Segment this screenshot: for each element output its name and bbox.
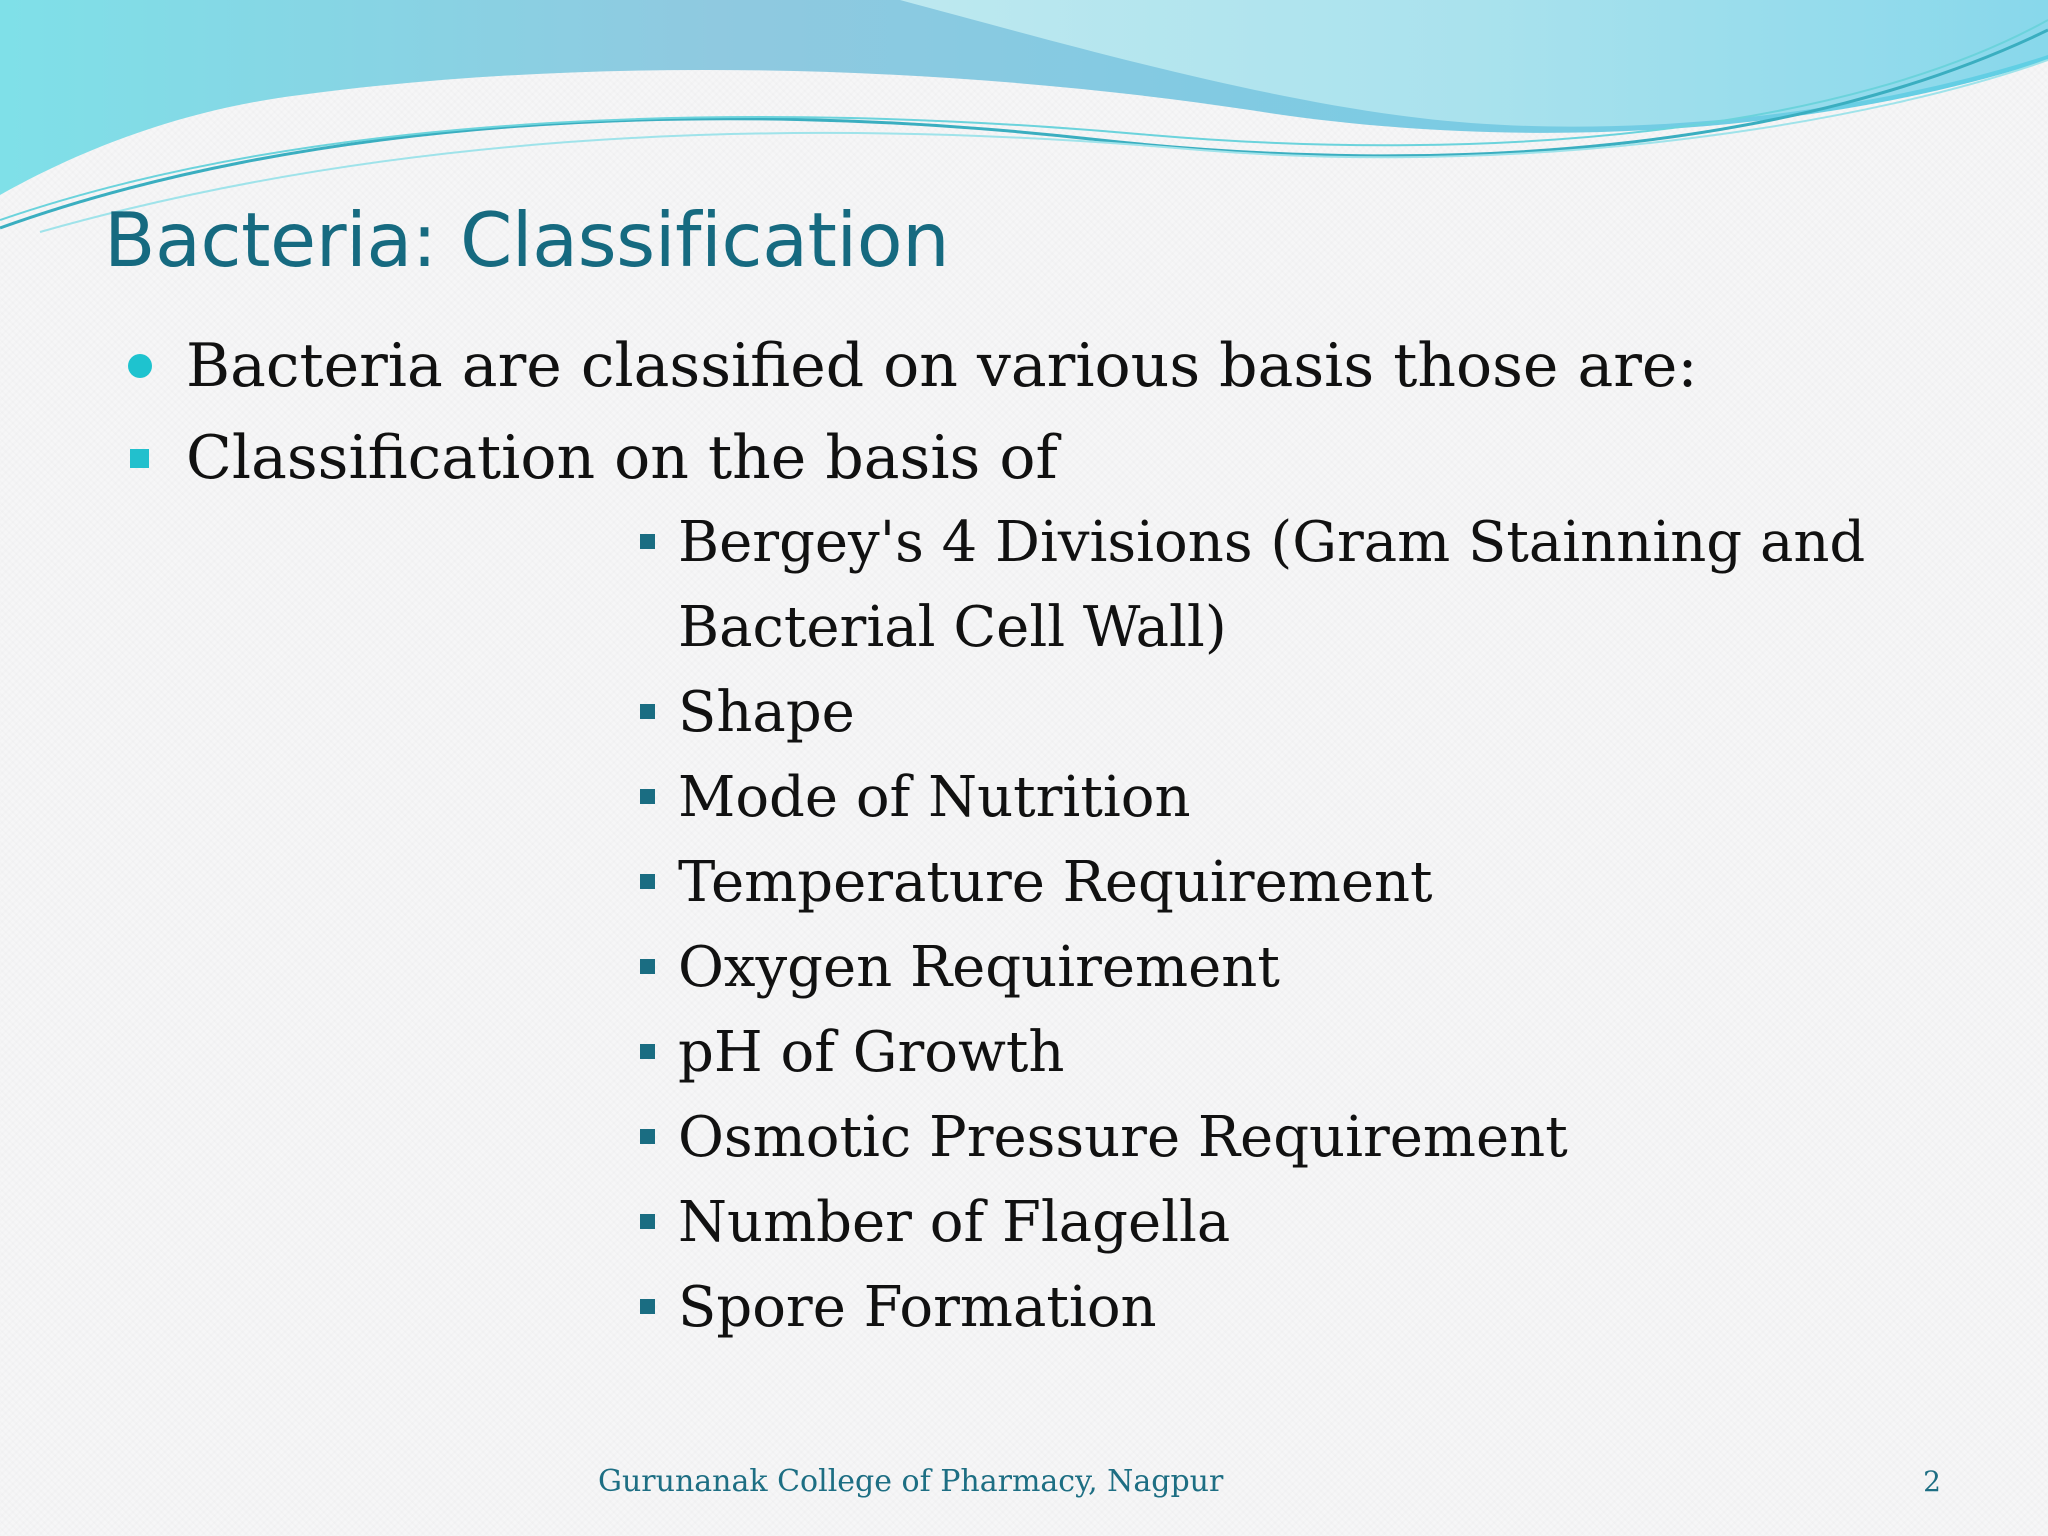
list-item-text: Number of Flagella <box>678 1190 1231 1255</box>
list-item-text: Shape <box>678 680 855 745</box>
list-item-bergey <box>638 500 1865 670</box>
list-item-shape <box>638 670 1865 755</box>
square-bullet-icon <box>640 1044 655 1059</box>
square-bullet-icon <box>640 1299 655 1314</box>
list-item-flagella <box>638 1180 1865 1265</box>
square-bullet-icon <box>640 789 655 804</box>
list-item-text: Spore Formation <box>678 1275 1157 1340</box>
square-bullet-icon <box>640 959 655 974</box>
list-item-oxygen <box>638 925 1865 1010</box>
circle-bullet-icon <box>128 354 152 378</box>
bullet-text-2: Classification on the basis of <box>186 423 1058 493</box>
list-item-osmotic <box>638 1095 1865 1180</box>
square-bullet-icon <box>640 874 655 889</box>
list-item-text-continued: Bacterial Cell Wall) <box>678 595 1227 660</box>
list-item-text: Osmotic Pressure Requirement <box>678 1105 1568 1170</box>
square-bullet-icon <box>640 704 655 719</box>
list-item-nutrition <box>638 755 1865 840</box>
classification-basis-list <box>638 500 1865 1350</box>
page-number: 2 <box>1923 1465 1941 1498</box>
slide-title: Bacteria: Classification <box>104 196 950 284</box>
list-item-spore <box>638 1265 1865 1350</box>
list-item-text: pH of Growth <box>678 1020 1065 1085</box>
bullet-text-1: Bacteria are classified on various basis those are: <box>186 331 1698 401</box>
list-item-text: Temperature Requirement <box>678 850 1433 915</box>
square-bullet-icon <box>640 1214 655 1229</box>
square-bullet-icon <box>640 534 655 549</box>
list-item-temperature <box>638 840 1865 925</box>
list-item-text: Mode of Nutrition <box>678 765 1191 830</box>
list-item-text: Bergey's 4 Divisions (Gram Stainning and <box>678 510 1866 575</box>
list-item-text: Oxygen Requirement <box>678 935 1280 1000</box>
square-bullet-icon <box>130 449 149 468</box>
square-bullet-icon <box>640 1129 655 1144</box>
slide-footer: Gurunanak College of Pharmacy, Nagpur <box>598 1464 1224 1499</box>
list-item-ph <box>638 1010 1865 1095</box>
